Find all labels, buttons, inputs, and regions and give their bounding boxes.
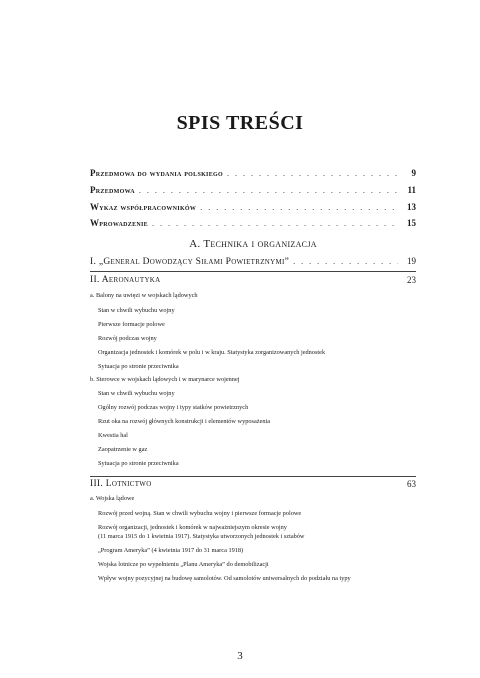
toc-entry-label: I. „General Dowodzący Siłami Powietrznymi” bbox=[90, 257, 290, 267]
toc-entry-preface-polish[interactable] bbox=[90, 168, 416, 178]
toc-entry-contributors[interactable] bbox=[90, 202, 416, 212]
leader-dots bbox=[200, 203, 398, 212]
toc-entry-page: 9 bbox=[411, 168, 416, 178]
toc-entry-page: 63 bbox=[407, 479, 416, 489]
toc-entry-label: Przedmowa bbox=[90, 185, 135, 195]
subsection-label[interactable]: b. Sterowce w wojskach lądowych i w marynarce wojennej bbox=[90, 376, 240, 383]
subsection-label[interactable]: a. Balony na uwięzi w wojskach lądowych bbox=[90, 292, 198, 299]
leader-dots bbox=[139, 186, 398, 195]
list-item[interactable]: Ogólny rozwój podczas wojny i typy statków powietrznych bbox=[98, 404, 249, 411]
list-item[interactable]: Sytuacja po stronie przeciwnika bbox=[98, 460, 179, 467]
toc-entry-label: Wprowadzenie bbox=[90, 218, 148, 228]
toc-entry-label: II. Aeronautyka bbox=[90, 275, 161, 285]
list-item[interactable]: Rzut oka na rozwój głównych konstrukcji i elementów wyposażenia bbox=[98, 418, 271, 425]
list-item[interactable]: Rozwój przed wojną. Stan w chwili wybuchu wojny i pierwsze formacje polowe bbox=[98, 510, 302, 517]
toc-entry-chapter-3[interactable] bbox=[90, 479, 416, 489]
list-item[interactable]: (11 marca 1915 do 1 kwietnia 1917). Statystyka utworzonych jednostek i sztabów bbox=[98, 533, 305, 540]
list-item[interactable]: Zaopatrzenie w gaz bbox=[98, 446, 148, 453]
toc-entry-introduction[interactable] bbox=[90, 218, 416, 228]
list-item[interactable]: Stan w chwili wybuchu wojny bbox=[98, 307, 175, 314]
toc-entry-page: 23 bbox=[407, 275, 416, 285]
list-item[interactable]: Pierwsze formacje polowe bbox=[98, 321, 165, 328]
leader-dots bbox=[227, 169, 398, 178]
toc-entry-chapter-1[interactable] bbox=[90, 256, 416, 267]
list-item[interactable]: Rozwój organizacji, jednostek i komórek w najważniejszym okresie wojny bbox=[98, 524, 287, 531]
subsection-label[interactable]: a. Wojska lądowe bbox=[90, 495, 135, 502]
toc-entry-page: 19 bbox=[407, 256, 416, 266]
list-item[interactable]: Kwestia hal bbox=[98, 432, 128, 439]
list-item[interactable]: Rozwój podczas wojny bbox=[98, 335, 157, 342]
toc-entry-chapter-2[interactable] bbox=[90, 275, 416, 285]
toc-entry-label: Przedmowa do wydania polskiego bbox=[90, 168, 223, 178]
leader-dots bbox=[152, 219, 398, 228]
toc-entry-preface[interactable] bbox=[90, 185, 416, 195]
toc-entry-page: 15 bbox=[407, 218, 416, 228]
page-title: SPIS TREŚCI bbox=[176, 112, 304, 134]
page-number: 3 bbox=[237, 650, 243, 662]
divider bbox=[90, 476, 416, 477]
toc-entry-label: Wykaz współpracowników bbox=[90, 202, 197, 212]
divider bbox=[90, 271, 416, 272]
list-item[interactable]: Wojska lotnicze po wypełnieniu „Planu Ameryka” do demobilizacji bbox=[98, 561, 269, 568]
list-item[interactable]: „Program Ameryka” (4 kwietnia 1917 do 31 marca 1918) bbox=[98, 547, 244, 554]
list-item[interactable]: Stan w chwili wybuchu wojny bbox=[98, 390, 175, 397]
list-item[interactable]: Sytuacja po stronie przeciwnika bbox=[98, 363, 179, 370]
list-item[interactable]: Wpływ wojny pozycyjnej na budowę samolotów. Od samolotów uniwersalnych do podziału na typy bbox=[98, 575, 351, 582]
leader-dots bbox=[293, 257, 398, 266]
toc-entry-label: III. Lotnictwo bbox=[90, 479, 152, 489]
list-item[interactable]: Organizacja jednostek i komórek w polu i w kraju. Statystyka zorganizowanych jednostek bbox=[98, 349, 326, 356]
toc-entry-page: 13 bbox=[407, 202, 416, 212]
section-heading: A. Technika i organizacja bbox=[189, 238, 317, 250]
toc-entry-page: 11 bbox=[407, 185, 416, 195]
